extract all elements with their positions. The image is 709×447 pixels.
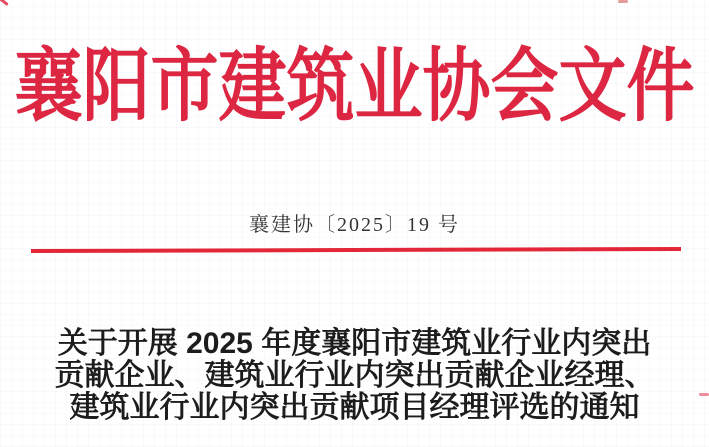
scan-artifact-top-left [0,0,9,6]
document-header-title: 襄阳市建筑业协会文件 [14,41,695,131]
document-subject-title [0,328,709,424]
subject-line-3: 建筑业行业内突出贡献项目经理评选的通知 [69,391,640,424]
subject-line-1: 关于开展 2025 年度襄阳市建筑业行业内突出 [57,327,652,360]
scan-artifact-top-right [618,0,628,3]
document-number: 襄建协〔2025〕19 号 [249,214,460,236]
subject-line-2: 贡献企业、建筑业行业内突出贡献企业经理、 [54,359,655,392]
red-divider-line [31,247,681,253]
